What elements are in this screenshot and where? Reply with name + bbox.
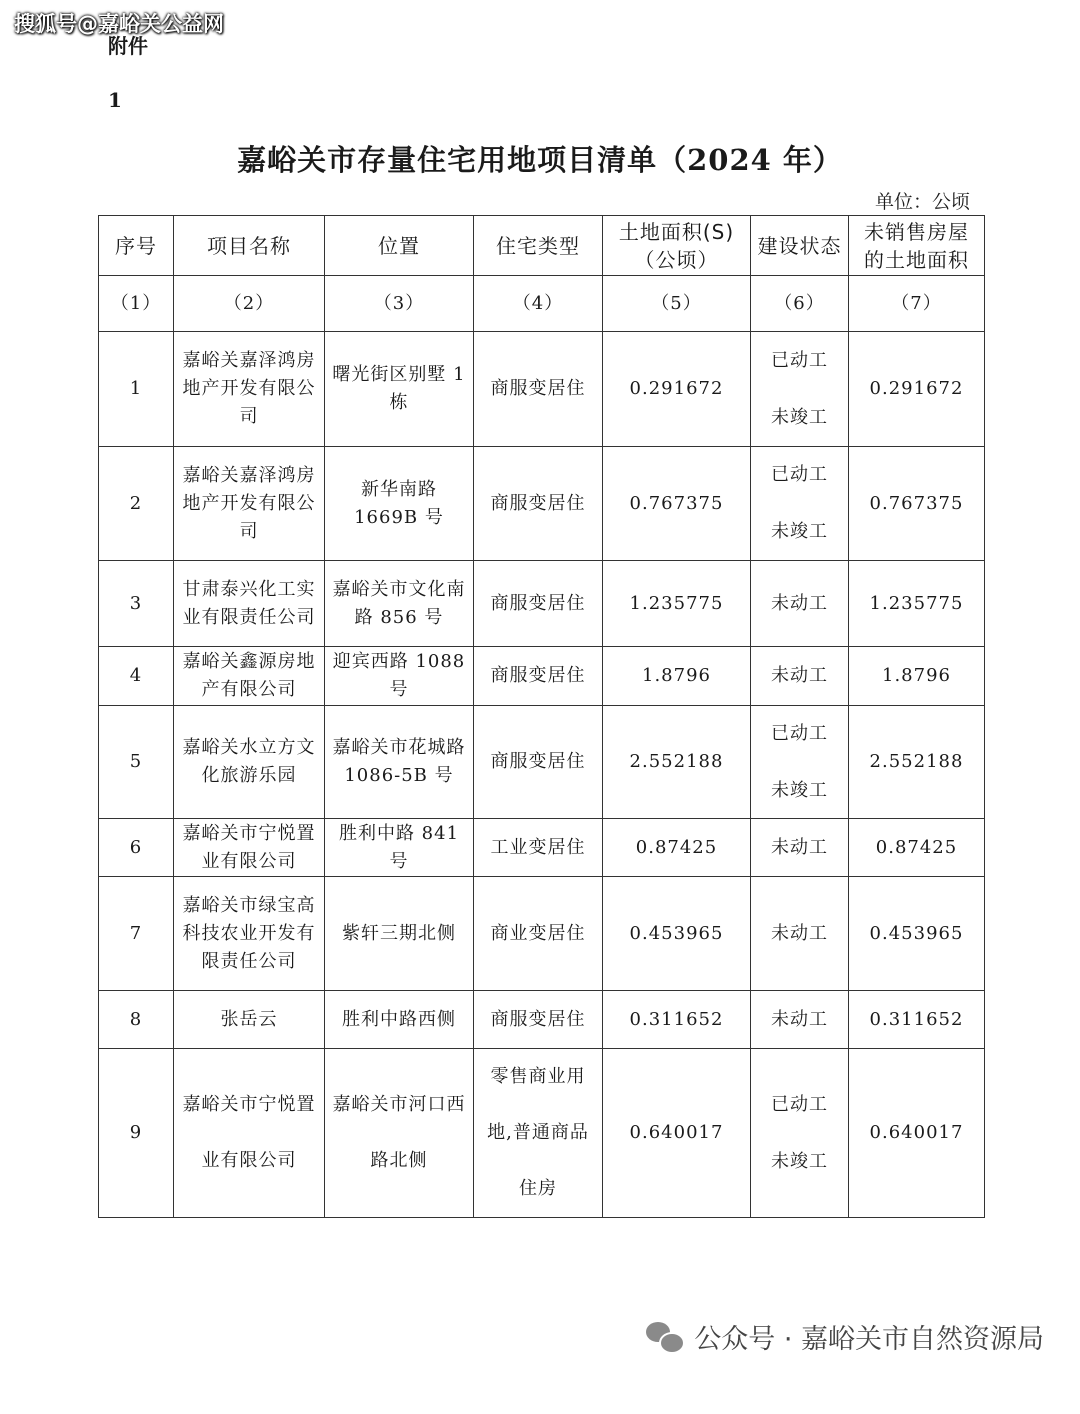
row-status: [751, 1049, 849, 1218]
row-no: 2: [99, 447, 174, 561]
row-type: 工业变居住: [474, 819, 603, 877]
row-name: 甘肃泰兴化工实业有限责任公司: [174, 561, 325, 647]
row-unsold: 1.8796: [849, 647, 985, 706]
row-status: 未动工: [751, 991, 849, 1049]
row-unsold: 0.291672: [849, 332, 985, 447]
row-area: 2.552188: [603, 706, 751, 819]
attachment-number: 1: [108, 88, 122, 112]
row-area: 0.453965: [603, 877, 751, 991]
footer-text: 公众号 · 嘉峪关市自然资源局: [694, 1324, 1044, 1355]
row-area: 0.291672: [603, 332, 751, 447]
row-no: 9: [99, 1049, 174, 1218]
row-location: 迎宾西路 1088 号: [325, 647, 474, 706]
row-area: 1.235775: [603, 561, 751, 647]
table-row: [99, 706, 985, 819]
land-list-table: [98, 215, 985, 1218]
index-cell: （4）: [474, 276, 603, 332]
row-location: 紫轩三期北侧: [325, 877, 474, 991]
document-title: 嘉峪关市存量住宅用地项目清单（2024 年）: [237, 143, 843, 177]
row-no: 3: [99, 561, 174, 647]
row-status: [751, 447, 849, 561]
row-status: 未动工: [751, 877, 849, 991]
header-no: 序号: [99, 216, 174, 276]
row-type: 商服变居住: [474, 647, 603, 706]
row-status: 未动工: [751, 647, 849, 706]
header-location: 位置: [325, 216, 474, 276]
index-row: [99, 276, 985, 332]
row-unsold: 2.552188: [849, 706, 985, 819]
index-cell: （6）: [751, 276, 849, 332]
index-cell: （5）: [603, 276, 751, 332]
row-no: 1: [99, 332, 174, 447]
row-area: 0.640017: [603, 1049, 751, 1218]
unit-label: 单位：公顷: [874, 191, 970, 213]
status-line: 未竣工: [771, 406, 828, 428]
row-location: 嘉峪关市河口西路北侧: [325, 1049, 474, 1218]
attachment-label: 附件: [108, 34, 148, 58]
table-row: [99, 877, 985, 991]
table-row: [99, 561, 985, 647]
header-unsold: 未销售房屋的土地面积: [849, 216, 985, 276]
row-area: 0.87425: [603, 819, 751, 877]
header-status: 建设状态: [751, 216, 849, 276]
row-type: 商业变居住: [474, 877, 603, 991]
status-line: 未竣工: [771, 521, 828, 542]
index-cell: （3）: [325, 276, 474, 332]
row-unsold: 0.640017: [849, 1049, 985, 1218]
row-no: 5: [99, 706, 174, 819]
wechat-icon: [646, 1322, 682, 1352]
row-type: 商服变居住: [474, 991, 603, 1049]
index-cell: （2）: [174, 276, 325, 332]
row-type: 商服变居住: [474, 561, 603, 647]
row-name: 嘉峪关嘉泽鸿房地产开发有限公司: [174, 332, 325, 447]
table-row: [99, 991, 985, 1049]
status-line: 未竣工: [771, 1150, 828, 1172]
status-line: 已动工: [771, 349, 828, 371]
header-area: 土地面积(S)（公顷）: [603, 216, 751, 276]
row-name: 嘉峪关市宁悦置业有限公司: [174, 1049, 325, 1218]
table-row: [99, 332, 985, 447]
row-no: 8: [99, 991, 174, 1049]
status-line: 已动工: [771, 722, 828, 744]
table-row: [99, 1049, 985, 1218]
row-name: 嘉峪关水立方文化旅游乐园: [174, 706, 325, 819]
row-type: 商服变居住: [474, 447, 603, 561]
header-type: 住宅类型: [474, 216, 603, 276]
row-status: 未动工: [751, 561, 849, 647]
sohu-watermark: 搜狐号@嘉峪关公益网: [14, 12, 224, 36]
footer-watermark: [646, 1317, 1044, 1356]
row-name: 嘉峪关市宁悦置业有限公司: [174, 819, 325, 877]
row-unsold: 0.453965: [849, 877, 985, 991]
row-area: 0.311652: [603, 991, 751, 1049]
table-row: [99, 647, 985, 706]
row-location: 新华南路 1669B 号: [325, 447, 474, 561]
row-location: 嘉峪关市花城路 1086-5B 号: [325, 706, 474, 819]
row-unsold: 1.235775: [849, 561, 985, 647]
row-location: 曙光街区别墅 1 栋: [325, 332, 474, 447]
row-unsold: 0.767375: [849, 447, 985, 561]
index-cell: （7）: [849, 276, 985, 332]
row-name: 嘉峪关市绿宝高科技农业开发有限责任公司: [174, 877, 325, 991]
row-no: 4: [99, 647, 174, 706]
index-cell: （1）: [99, 276, 174, 332]
table-row: [99, 447, 985, 561]
row-type: 零售商业用地,普通商品住房: [474, 1049, 603, 1218]
row-area: 0.767375: [603, 447, 751, 561]
row-type: 商服变居住: [474, 706, 603, 819]
row-status: 未动工: [751, 819, 849, 877]
header-name: 项目名称: [174, 216, 325, 276]
status-line: 已动工: [771, 464, 828, 485]
row-location: 胜利中路 841 号: [325, 819, 474, 877]
row-no: 7: [99, 877, 174, 991]
row-location: 胜利中路西侧: [325, 991, 474, 1049]
status-line: 未竣工: [771, 779, 828, 801]
row-unsold: 0.87425: [849, 819, 985, 877]
row-name: 嘉峪关嘉泽鸿房地产开发有限公司: [174, 447, 325, 561]
status-line: 已动工: [771, 1093, 828, 1115]
row-area: 1.8796: [603, 647, 751, 706]
row-name: 张岳云: [174, 991, 325, 1049]
row-no: 6: [99, 819, 174, 877]
row-type: 商服变居住: [474, 332, 603, 447]
row-unsold: 0.311652: [849, 991, 985, 1049]
row-name: 嘉峪关鑫源房地产有限公司: [174, 647, 325, 706]
row-location: 嘉峪关市文化南路 856 号: [325, 561, 474, 647]
table-row: [99, 819, 985, 877]
row-status: [751, 706, 849, 819]
header-row: [99, 216, 985, 276]
row-status: [751, 332, 849, 447]
